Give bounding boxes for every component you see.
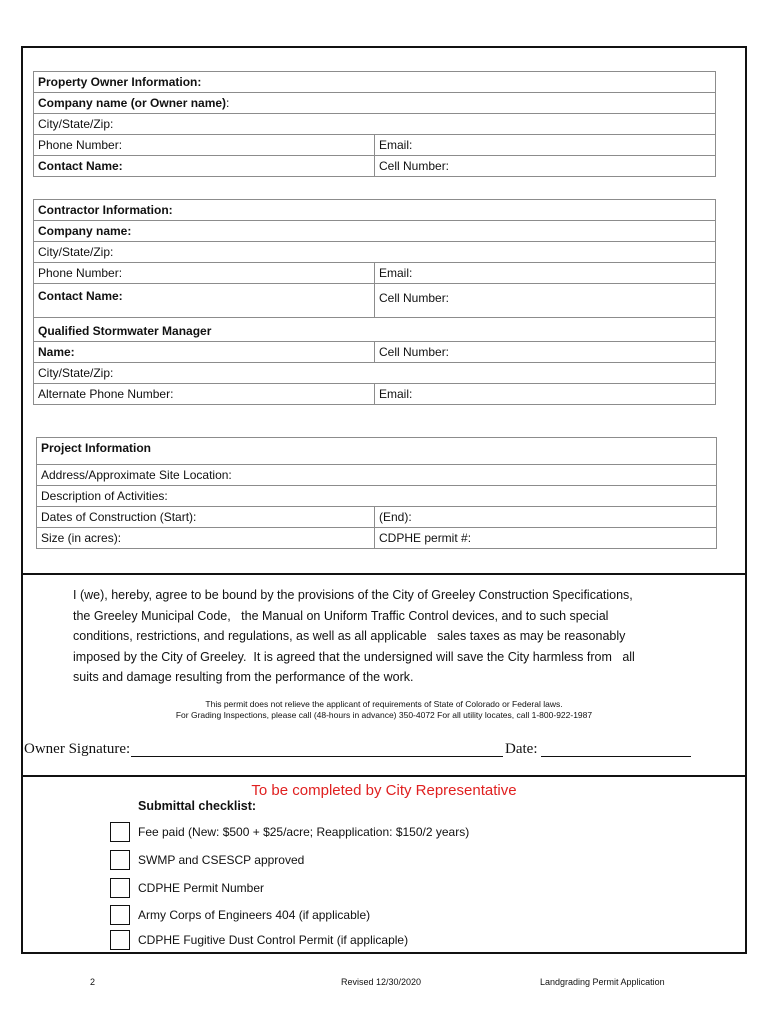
- stormwater-city-field[interactable]: City/State/Zip:: [34, 363, 716, 384]
- checklist-title: Submittal checklist:: [138, 799, 257, 813]
- owner-phone-field[interactable]: Phone Number:: [34, 135, 375, 156]
- checkbox[interactable]: [110, 930, 130, 950]
- stormwater-email-field[interactable]: Email:: [375, 384, 716, 405]
- owner-signature-line[interactable]: [131, 756, 503, 757]
- stormwater-alt-phone-field[interactable]: Alternate Phone Number:: [34, 384, 375, 405]
- section-divider: [21, 775, 747, 777]
- project-cdphe-field[interactable]: CDPHE permit #:: [375, 528, 717, 549]
- contractor-contact-field[interactable]: Contact Name:: [34, 284, 375, 318]
- checklist-label: CDPHE Permit Number: [138, 881, 265, 895]
- owner-company-label: Company name (or Owner name): [38, 96, 227, 110]
- checkbox[interactable]: [110, 905, 130, 925]
- owner-city-field[interactable]: City/State/Zip:: [34, 114, 716, 135]
- owner-signature-label: Owner Signature:: [24, 741, 131, 757]
- section-divider: [21, 573, 747, 575]
- permit-notes: [21, 699, 747, 721]
- owner-email-field[interactable]: Email:: [375, 135, 716, 156]
- owner-cell-field[interactable]: Cell Number:: [375, 156, 716, 177]
- contractor-email-field[interactable]: Email:: [375, 263, 716, 284]
- checklist-label: CDPHE Fugitive Dust Control Permit (if applicaple): [138, 933, 409, 947]
- contractor-city-field[interactable]: City/State/Zip:: [34, 242, 716, 263]
- checklist-label: Fee paid (New: $500 + $25/acre; Reapplication: $150/2 years): [138, 825, 470, 839]
- project-start-field[interactable]: Dates of Construction (Start):: [37, 507, 375, 528]
- stormwater-name-field[interactable]: Name:: [34, 342, 375, 363]
- checklist-label: SWMP and CSESCP approved: [138, 853, 305, 867]
- footer-document-title: Landgrading Permit Application: [540, 977, 665, 987]
- project-description-field[interactable]: Description of Activities:: [37, 486, 717, 507]
- permit-note-federal: This permit does not relieve the applicant of requirements of State of Colorado or Federal laws.: [205, 699, 563, 709]
- project-address-field[interactable]: Address/Approximate Site Location:: [37, 465, 717, 486]
- section-gap: [34, 177, 716, 200]
- checkbox[interactable]: [110, 822, 130, 842]
- contractor-company-field[interactable]: Company name:: [34, 221, 716, 242]
- owner-header: Property Owner Information:: [34, 72, 716, 93]
- checklist-label: Army Corps of Engineers 404 (if applicable): [138, 908, 371, 922]
- checkbox[interactable]: [110, 850, 130, 870]
- owner-company-field[interactable]: [34, 93, 716, 114]
- footer-revised: Revised 12/30/2020: [341, 977, 422, 987]
- contractor-header: Contractor Information:: [34, 200, 716, 221]
- footer-page-number: 2: [90, 977, 96, 987]
- stormwater-cell-field[interactable]: Cell Number:: [375, 342, 716, 363]
- declaration-text: I (we), hereby, agree to be bound by the provisions of the City of Greeley Construction Specifications, the Greeley Municipal Code, the Manual on Uniform Traffic Control devices, and to such special conditions, restrictions, and regulations, as well as all applicable sales taxes as may be reasonably imposed by the City of Greeley. It is agreed that the undersigned will save the City harmless from all suits and damage resulting from the performance of the work.: [73, 588, 635, 684]
- owner-company-colon: :: [226, 96, 230, 110]
- project-size-field[interactable]: Size (in acres):: [37, 528, 375, 549]
- date-label: Date:: [505, 741, 538, 757]
- project-end-field[interactable]: (End):: [375, 507, 717, 528]
- checkbox[interactable]: [110, 878, 130, 898]
- project-header: Project Information: [37, 438, 717, 465]
- owner-contact-field[interactable]: Contact Name:: [34, 156, 375, 177]
- date-line[interactable]: [541, 756, 691, 757]
- permit-note-inspections: For Grading Inspections, please call (48-hours in advance) 350-4072 For all utility locates, call 1-800-922-1987: [175, 710, 593, 720]
- city-representative-title: To be completed by City Representative: [251, 782, 517, 799]
- owner-contractor-table: [33, 71, 716, 405]
- stormwater-header: Qualified Stormwater Manager: [34, 318, 716, 342]
- contractor-phone-field[interactable]: Phone Number:: [34, 263, 375, 284]
- contractor-cell-field[interactable]: Cell Number:: [375, 284, 716, 318]
- project-table: [36, 437, 717, 549]
